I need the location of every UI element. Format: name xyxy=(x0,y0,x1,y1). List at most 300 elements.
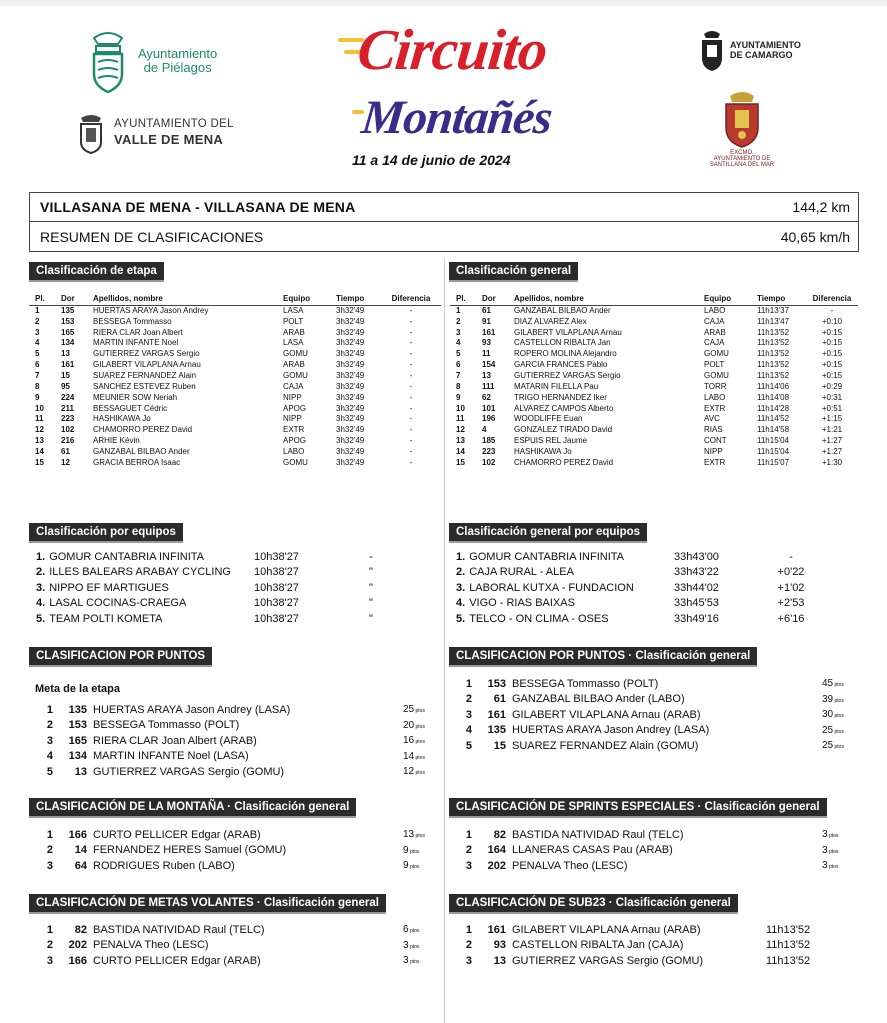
table-row xyxy=(29,316,431,327)
time-cell: 11h14'08 xyxy=(757,392,790,402)
points-general-header: CLASIFICACION POR PUNTOS · Clasificación general xyxy=(449,647,757,667)
table-row xyxy=(29,359,431,370)
rider-bib: 165 xyxy=(68,734,87,747)
gap-cell: - xyxy=(409,414,413,424)
time-cell: 11h13'52 xyxy=(757,327,790,337)
col-header-time: Tiempo xyxy=(757,293,786,303)
team-entry xyxy=(456,582,674,594)
mena-line-2: VALLE DE MENA xyxy=(114,132,224,147)
time-cell: 3h32'49 xyxy=(336,370,365,380)
points-unit: ptos xyxy=(414,739,425,746)
team-cell: NIPP xyxy=(283,414,302,424)
points-unit: ptos xyxy=(827,848,839,855)
position-cell: 2 xyxy=(35,316,40,326)
team-name: GOMUR CANTABRIA INFINITA xyxy=(49,550,205,563)
time-cell: 11h13'52 xyxy=(757,370,790,380)
position-cell: 12 xyxy=(456,425,465,435)
team-name: NIPPO EF MARTIGUES xyxy=(49,581,169,594)
rider-name: GUTIERREZ VARGAS Sergio (GOMU) xyxy=(93,765,285,778)
team-gap: +2'53 xyxy=(777,597,805,610)
time-cell: 11h13'52 xyxy=(757,338,790,348)
rider-points: 3 ptos xyxy=(403,955,420,967)
list-item xyxy=(36,596,396,612)
bib-cell: 223 xyxy=(482,446,496,456)
team-cell: ARAB xyxy=(283,360,305,370)
time-cell: 11h13'52 xyxy=(757,360,790,370)
table-row xyxy=(29,327,431,338)
rider-bib: 14 xyxy=(74,844,87,857)
gap-cell: +0:15 xyxy=(821,370,843,380)
rider-rank: 5 xyxy=(465,739,472,752)
rider-bib: 161 xyxy=(487,923,506,936)
team-name: TEAM POLTI KOMETA xyxy=(49,612,163,625)
rider-name: CURTO PELLICER Edgar (ARAB) xyxy=(93,954,261,967)
points-unit: ptos xyxy=(833,682,844,689)
rider-bib: 135 xyxy=(487,724,506,737)
list-item xyxy=(456,596,816,612)
points-stage-subtitle: Meta de la etapa xyxy=(35,683,120,695)
position-cell: 13 xyxy=(456,436,465,446)
rider-name: LLANERAS CASAS Pau (ARAB) xyxy=(512,844,673,857)
list-item xyxy=(454,858,852,874)
list-item xyxy=(454,953,852,969)
gap-cell: +0:29 xyxy=(821,381,843,391)
rider-rank: 4 xyxy=(46,750,53,763)
points-unit: ptos xyxy=(827,864,839,871)
points-unit: ptos xyxy=(408,864,420,871)
bib-cell: 185 xyxy=(482,436,496,446)
rider-name-cell: GUTIERREZ VARGAS Sergio xyxy=(93,349,200,359)
team-time: 33h44'02 xyxy=(674,581,719,594)
bib-cell: 4 xyxy=(482,425,487,435)
rider-name-cell: ROPERO MOLINA Alejandro xyxy=(514,349,617,359)
table-header-row xyxy=(450,291,852,305)
rider-bib: 166 xyxy=(68,828,87,841)
rider-rank: 1 xyxy=(465,828,472,841)
team-gap: " xyxy=(369,597,373,610)
gap-cell: +0:15 xyxy=(821,327,843,337)
bib-cell: 11 xyxy=(482,349,491,359)
team-gap: - xyxy=(369,550,373,563)
team-cell: LABO xyxy=(283,446,305,456)
table-row xyxy=(29,424,431,435)
gap-cell: - xyxy=(409,360,413,370)
title-line-2: Montañés xyxy=(359,91,555,144)
title-line-1: Circuito xyxy=(354,17,551,82)
position-cell: 7 xyxy=(456,370,461,380)
gap-cell: +0:15 xyxy=(821,360,843,370)
mena-logo xyxy=(78,112,234,154)
team-cell: AVC xyxy=(704,414,720,424)
table-row xyxy=(450,348,852,359)
time-cell: 3h32'49 xyxy=(336,381,365,391)
rider-bib: 202 xyxy=(68,939,87,952)
rider-name-cell: MEUNIER SOW Neriah xyxy=(93,392,178,402)
rider-name-cell: HUERTAS ARAYA Jason Andrey xyxy=(93,305,209,315)
gap-cell: +0:10 xyxy=(821,316,843,326)
rider-name-cell: GUTIERREZ VARGAS Sergio xyxy=(514,370,621,380)
team-gap: +1'02 xyxy=(777,581,805,594)
team-rank: 3. xyxy=(36,581,46,594)
rider-bib: 15 xyxy=(493,739,506,752)
gap-cell: - xyxy=(409,425,413,435)
rider-name-cell: GRACIA BERROA Isaac xyxy=(93,457,181,467)
col-header-time: Tiempo xyxy=(336,293,365,303)
gap-cell: - xyxy=(409,349,413,359)
position-cell: 8 xyxy=(456,381,461,391)
rider-bib: 135 xyxy=(68,703,87,716)
team-rank: 2. xyxy=(36,566,46,579)
list-item xyxy=(35,843,433,859)
rider-rank: 1 xyxy=(465,923,472,936)
rider-rank: 2 xyxy=(46,844,53,857)
rider-bib: 134 xyxy=(68,750,87,763)
time-cell: 3h32'49 xyxy=(336,327,365,337)
santillana-line-2: SANTILLANA DEL MAR xyxy=(709,162,775,168)
position-cell: 3 xyxy=(456,327,461,337)
sub23-header: CLASIFICACIÓN DE SUB23 · Clasificación general xyxy=(449,894,738,914)
list-item xyxy=(35,827,433,843)
rider-rank: 3 xyxy=(46,734,53,747)
points-unit: ptos xyxy=(408,928,420,935)
rider-name: CURTO PELLICER Edgar (ARAB) xyxy=(93,828,261,841)
time-cell: 3h32'49 xyxy=(336,414,365,424)
team-gap: " xyxy=(369,581,373,594)
col-header-gap: Diferencia xyxy=(391,293,431,303)
table-row xyxy=(450,327,852,338)
team-gap: +6'16 xyxy=(777,612,805,625)
list-item xyxy=(35,953,433,969)
bib-cell: 135 xyxy=(61,305,75,315)
table-row xyxy=(450,359,852,370)
mena-line-1: AYUNTAMIENTO DEL xyxy=(114,118,234,130)
team-cell: CAJA xyxy=(283,381,304,391)
list-item xyxy=(35,749,433,765)
gap-cell: - xyxy=(409,457,413,467)
rider-name-cell: BESSEGA Tommasso xyxy=(93,316,172,326)
table-row xyxy=(29,457,431,468)
team-rank: 5. xyxy=(36,612,46,625)
list-item xyxy=(35,764,433,780)
team-entry xyxy=(456,597,674,609)
position-cell: 8 xyxy=(35,381,40,391)
team-cell: APOG xyxy=(283,436,307,446)
table-row xyxy=(450,435,852,446)
points-unit: ptos xyxy=(833,744,844,751)
team-time: 10h38'27 xyxy=(254,550,299,563)
rider-name-cell: ESPUIS REL Jaume xyxy=(514,436,588,446)
intermediate-list xyxy=(35,922,433,969)
team-cell: GOMU xyxy=(704,370,729,380)
bib-cell: 61 xyxy=(61,446,70,456)
santillana-logo xyxy=(708,88,776,168)
rider-points: 3 ptos xyxy=(822,829,839,841)
rider-rank: 1 xyxy=(465,677,472,690)
position-cell: 13 xyxy=(35,436,44,446)
table-row xyxy=(450,403,852,414)
rider-points: 3 ptos xyxy=(822,844,839,856)
position-cell: 6 xyxy=(456,360,461,370)
intermediate-header: CLASIFICACIÓN DE METAS VOLANTES · Clasificación general xyxy=(29,894,386,914)
rider-points: 39 ptos xyxy=(822,693,844,705)
top-strip xyxy=(0,0,887,6)
position-cell: 15 xyxy=(456,457,465,467)
bib-cell: 211 xyxy=(61,403,74,413)
rider-points: 3 ptos xyxy=(403,939,420,951)
rider-rank: 3 xyxy=(465,859,472,872)
points-unit: ptos xyxy=(408,959,420,966)
col-header-team: Equipo xyxy=(283,293,311,303)
rider-rank: 3 xyxy=(465,708,472,721)
team-cell: EXTR xyxy=(283,425,305,435)
table-rule xyxy=(29,305,441,306)
bib-cell: 161 xyxy=(61,360,75,370)
bib-cell: 153 xyxy=(61,316,75,326)
rider-points: 3 ptos xyxy=(822,860,839,872)
team-general-list xyxy=(456,549,816,627)
general-classification-table xyxy=(450,291,852,468)
list-item xyxy=(454,707,852,723)
list-item xyxy=(454,827,852,843)
stage-summary-box xyxy=(29,222,859,252)
rider-points: 14 ptos xyxy=(403,750,425,762)
team-general-header: Clasificación general por equipos xyxy=(449,523,647,543)
gap-cell: +1:30 xyxy=(821,457,843,467)
list-item xyxy=(35,938,433,954)
team-cell: POLT xyxy=(283,316,304,326)
rider-bib: 82 xyxy=(74,923,87,936)
rider-points: 20 ptos xyxy=(403,719,425,731)
rider-rank: 2 xyxy=(465,939,472,952)
table-row xyxy=(29,381,431,392)
bib-cell: 102 xyxy=(482,457,496,467)
rider-name: BASTIDA NATIVIDAD Raul (TELC) xyxy=(93,923,265,936)
rider-name: RIERA CLAR Joan Albert (ARAB) xyxy=(93,734,257,747)
position-cell: 10 xyxy=(35,403,44,413)
team-name: CAJA RURAL - ALEA xyxy=(469,566,574,579)
points-unit: ptos xyxy=(414,708,425,715)
position-cell: 9 xyxy=(35,392,40,402)
rider-name-cell: WOODLIFFE Euan xyxy=(514,414,583,424)
points-unit: ptos xyxy=(827,833,839,840)
position-cell: 6 xyxy=(35,360,40,370)
table-row xyxy=(29,338,431,349)
gap-cell: +1:15 xyxy=(821,414,843,424)
mena-crest-icon xyxy=(78,112,104,154)
team-cell: LASA xyxy=(283,338,304,348)
rider-name-cell: TRIGO HERNANDEZ Iker xyxy=(514,392,607,402)
stage-classification-header: Clasificación de etapa xyxy=(29,262,164,282)
bib-cell: 154 xyxy=(482,360,496,370)
rider-bib: 161 xyxy=(487,708,506,721)
pielagos-line-1: Ayuntamiento xyxy=(138,46,218,61)
table-row xyxy=(450,305,852,316)
time-cell: 3h32'49 xyxy=(336,360,365,370)
rider-rank: 5 xyxy=(46,765,53,778)
points-unit: ptos xyxy=(408,943,420,950)
table-header-row xyxy=(29,291,431,305)
time-cell: 11h15'07 xyxy=(757,457,790,467)
list-item xyxy=(454,723,852,739)
list-item xyxy=(454,938,852,954)
sprints-list xyxy=(454,827,852,874)
team-name: VIGO - RIAS BAIXAS xyxy=(469,597,575,610)
rider-points: 12 ptos xyxy=(403,766,425,778)
team-entry xyxy=(36,582,254,594)
team-cell: ARAB xyxy=(704,327,726,337)
rider-points: 25 ptos xyxy=(403,704,425,716)
bib-cell: 61 xyxy=(482,305,491,315)
rider-points: 30 ptos xyxy=(822,709,844,721)
team-name: TELCO - ON CLIMA - OSES xyxy=(469,612,609,625)
col-header-rider-name: Apellidos, nombre xyxy=(93,293,163,303)
position-cell: 12 xyxy=(35,425,44,435)
time-cell: 11h14'52 xyxy=(757,414,790,424)
pielagos-logo xyxy=(88,28,217,94)
table-row xyxy=(450,370,852,381)
points-stage-header: CLASIFICACION POR PUNTOS xyxy=(29,647,212,667)
gap-cell: - xyxy=(409,446,413,456)
camargo-crest-icon xyxy=(700,28,724,72)
position-cell: 4 xyxy=(35,338,40,348)
gap-cell: - xyxy=(409,327,413,337)
rider-bib: 82 xyxy=(493,828,506,841)
time-cell: 3h32'49 xyxy=(336,305,365,315)
team-rank: 1. xyxy=(456,550,466,563)
general-classification-header: Clasificación general xyxy=(449,262,578,282)
rider-name: BESSEGA Tommasso (POLT) xyxy=(93,719,240,732)
rider-name-cell: DIAZ ALVAREZ Alex xyxy=(514,316,587,326)
list-item xyxy=(35,718,433,734)
team-entry xyxy=(36,597,254,609)
list-item xyxy=(35,733,433,749)
rider-time: 11h13'52 xyxy=(766,939,811,952)
team-rank: 3. xyxy=(456,581,466,594)
points-unit: ptos xyxy=(414,754,425,761)
position-cell: 11 xyxy=(456,414,465,424)
bib-cell: 13 xyxy=(482,370,491,380)
time-cell: 3h32'49 xyxy=(336,436,365,446)
table-row xyxy=(450,457,852,468)
rider-rank: 1 xyxy=(46,703,53,716)
rider-bib: 164 xyxy=(487,844,506,857)
team-cell: RIAS xyxy=(704,425,723,435)
rider-rank: 1 xyxy=(46,923,53,936)
rider-name: BASTIDA NATIVIDAD Raul (TELC) xyxy=(512,828,684,841)
team-cell: CAJA xyxy=(704,338,725,348)
rider-name-cell: CHAMORRO PEREZ David xyxy=(514,457,614,467)
list-item xyxy=(36,549,396,565)
rider-name-cell: SANCHEZ ESTEVEZ Ruben xyxy=(93,381,196,391)
time-cell: 3h32'49 xyxy=(336,446,365,456)
team-rank: 5. xyxy=(456,612,466,625)
position-cell: 1 xyxy=(456,305,461,315)
team-cell: GOMU xyxy=(283,370,308,380)
rider-name-cell: GILABERT VILAPLANA Arnau xyxy=(514,327,622,337)
rider-rank: 3 xyxy=(46,859,53,872)
team-cell: TORR xyxy=(704,381,727,391)
list-item xyxy=(454,843,852,859)
points-unit: ptos xyxy=(408,848,420,855)
table-row xyxy=(29,370,431,381)
gap-cell: - xyxy=(830,305,834,315)
team-entry xyxy=(36,613,254,625)
position-cell: 10 xyxy=(456,403,465,413)
rider-name-cell: CHAMORRO PEREZ David xyxy=(93,425,193,435)
position-cell: 15 xyxy=(35,457,44,467)
summary-label: RESUMEN DE CLASIFICACIONES xyxy=(40,228,264,245)
position-cell: 3 xyxy=(35,327,40,337)
bib-cell: 216 xyxy=(61,436,75,446)
rider-name: HUERTAS ARAYA Jason Andrey (LASA) xyxy=(512,724,710,737)
position-cell: 14 xyxy=(35,446,44,456)
rider-name: GILABERT VILAPLANA Arnau (ARAB) xyxy=(512,708,701,721)
camargo-logo xyxy=(700,28,801,72)
team-cell: CONT xyxy=(704,436,727,446)
rider-name: FERNANDEZ HERES Samuel (GOMU) xyxy=(93,844,287,857)
camargo-line-2: DE CAMARGO xyxy=(730,50,793,60)
table-row xyxy=(29,446,431,457)
time-cell: 11h13'37 xyxy=(757,305,790,315)
rider-points: 9 ptos xyxy=(403,844,420,856)
table-row xyxy=(450,392,852,403)
gap-cell: - xyxy=(409,370,413,380)
rider-name-cell: GANZABAL BILBAO Ander xyxy=(93,446,190,456)
table-row xyxy=(29,305,431,316)
rider-name-cell: RIERA CLAR Joan Albert xyxy=(93,327,183,337)
rider-rank: 4 xyxy=(465,724,472,737)
team-name: GOMUR CANTABRIA INFINITA xyxy=(469,550,625,563)
rider-rank: 2 xyxy=(46,719,53,732)
team-rank: 2. xyxy=(456,566,466,579)
list-item xyxy=(35,702,433,718)
bib-cell: 13 xyxy=(61,349,70,359)
position-cell: 4 xyxy=(456,338,461,348)
pielagos-crest-icon xyxy=(88,28,128,94)
bib-cell: 165 xyxy=(61,327,75,337)
team-cell: CAJA xyxy=(704,316,725,326)
team-cell: POLT xyxy=(704,360,725,370)
time-cell: 11h15'04 xyxy=(757,446,790,456)
team-gap: +0'22 xyxy=(777,566,805,579)
time-cell: 11h13'52 xyxy=(757,349,790,359)
list-item xyxy=(35,922,433,938)
table-row xyxy=(29,348,431,359)
rider-points: 45 ptos xyxy=(822,678,844,690)
position-cell: 14 xyxy=(456,446,465,456)
bib-cell: 111 xyxy=(482,381,495,391)
rider-name: PENALVA Theo (LESC) xyxy=(512,859,628,872)
rider-name-cell: HASHIKAWA Jo xyxy=(514,446,572,456)
rider-points: 6 ptos xyxy=(403,924,420,936)
points-stage-list xyxy=(35,702,433,780)
time-cell: 11h14'58 xyxy=(757,425,790,435)
list-item xyxy=(454,692,852,708)
rider-name-cell: MARTIN INFANTE Noel xyxy=(93,338,179,348)
bib-cell: 93 xyxy=(482,338,491,348)
team-cell: GOMU xyxy=(283,457,308,467)
stage-distance: 144,2 km xyxy=(792,199,850,215)
team-entry xyxy=(36,551,254,563)
santillana-crest-icon xyxy=(722,88,762,148)
points-unit: ptos xyxy=(414,723,425,730)
team-cell: NIPP xyxy=(283,392,302,402)
bib-cell: 91 xyxy=(482,316,491,326)
table-row xyxy=(450,424,852,435)
table-row xyxy=(29,403,431,414)
points-unit: ptos xyxy=(833,728,844,735)
rider-name: HUERTAS ARAYA Jason Andrey (LASA) xyxy=(93,703,291,716)
